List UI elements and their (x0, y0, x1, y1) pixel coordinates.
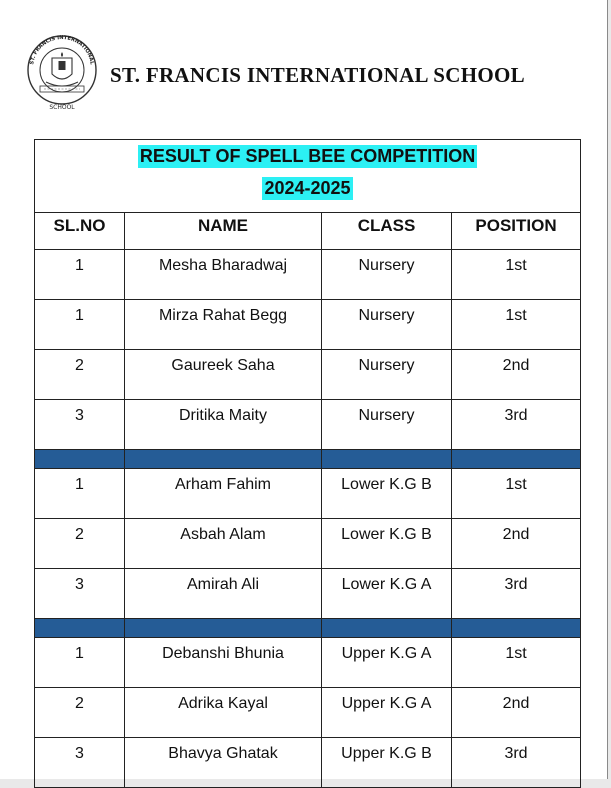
sl-cell: 1 (35, 300, 125, 350)
sl-cell: 2 (35, 688, 125, 738)
table-row (35, 400, 581, 450)
sl-cell: 1 (35, 638, 125, 688)
name-cell: Mesha Bharadwaj (125, 250, 322, 300)
class-cell: Lower K.G B (322, 469, 452, 519)
position-cell: 1st (452, 250, 581, 300)
class-cell: Nursery (322, 300, 452, 350)
column-header-class: CLASS (322, 213, 452, 250)
name-cell: Amirah Ali (125, 569, 322, 619)
title-cell (35, 140, 581, 213)
group-separator (35, 619, 581, 638)
column-header-position: POSITION (452, 213, 581, 250)
table-row (35, 519, 581, 569)
column-header-name: NAME (125, 213, 322, 250)
table-row (35, 638, 581, 688)
table-row (35, 300, 581, 350)
sl-cell: 3 (35, 400, 125, 450)
class-cell: Nursery (322, 400, 452, 450)
name-cell: Debanshi Bhunia (125, 638, 322, 688)
school-crest-icon (24, 34, 100, 112)
table-row (35, 250, 581, 300)
position-cell: 2nd (452, 350, 581, 400)
logo-bottom-text: SCHOOL (49, 104, 75, 111)
position-cell: 3rd (452, 569, 581, 619)
logo-top-text: ST. FRANCIS INTERNATIONAL (29, 34, 95, 66)
sl-cell: 2 (35, 350, 125, 400)
class-cell: Nursery (322, 250, 452, 300)
name-cell: Gaureek Saha (125, 350, 322, 400)
position-cell: 3rd (452, 400, 581, 450)
name-cell: Bhavya Ghatak (125, 738, 322, 788)
sl-cell: 3 (35, 738, 125, 788)
sl-cell: 2 (35, 519, 125, 569)
table-row (35, 350, 581, 400)
sl-cell: 1 (35, 250, 125, 300)
class-cell: Lower K.G A (322, 569, 452, 619)
position-cell: 2nd (452, 519, 581, 569)
sl-cell: 3 (35, 569, 125, 619)
academic-year: 2024-2025 (264, 178, 351, 198)
name-cell: Dritika Maity (125, 400, 322, 450)
class-cell: Upper K.G B (322, 738, 452, 788)
table-row (35, 469, 581, 519)
document-header (24, 34, 594, 114)
name-cell: Arham Fahim (125, 469, 322, 519)
school-name: ST. FRANCIS INTERNATIONAL SCHOOL (110, 63, 525, 87)
table-row (35, 738, 581, 788)
position-cell: 2nd (452, 688, 581, 738)
position-cell: 3rd (452, 738, 581, 788)
sl-cell: 1 (35, 469, 125, 519)
class-cell: Lower K.G B (322, 519, 452, 569)
class-cell: Upper K.G A (322, 638, 452, 688)
class-cell: Nursery (322, 350, 452, 400)
results-table (34, 139, 581, 788)
position-cell: 1st (452, 300, 581, 350)
group-separator (35, 450, 581, 469)
name-cell: Asbah Alam (125, 519, 322, 569)
name-cell: Mirza Rahat Begg (125, 300, 322, 350)
position-cell: 1st (452, 469, 581, 519)
column-header-sl: SL.NO (35, 213, 125, 250)
table-row (35, 569, 581, 619)
column-header-row (35, 213, 581, 250)
competition-title: RESULT OF SPELL BEE COMPETITION (139, 146, 476, 166)
position-cell: 1st (452, 638, 581, 688)
class-cell: Upper K.G A (322, 688, 452, 738)
table-row (35, 688, 581, 738)
name-cell: Adrika Kayal (125, 688, 322, 738)
